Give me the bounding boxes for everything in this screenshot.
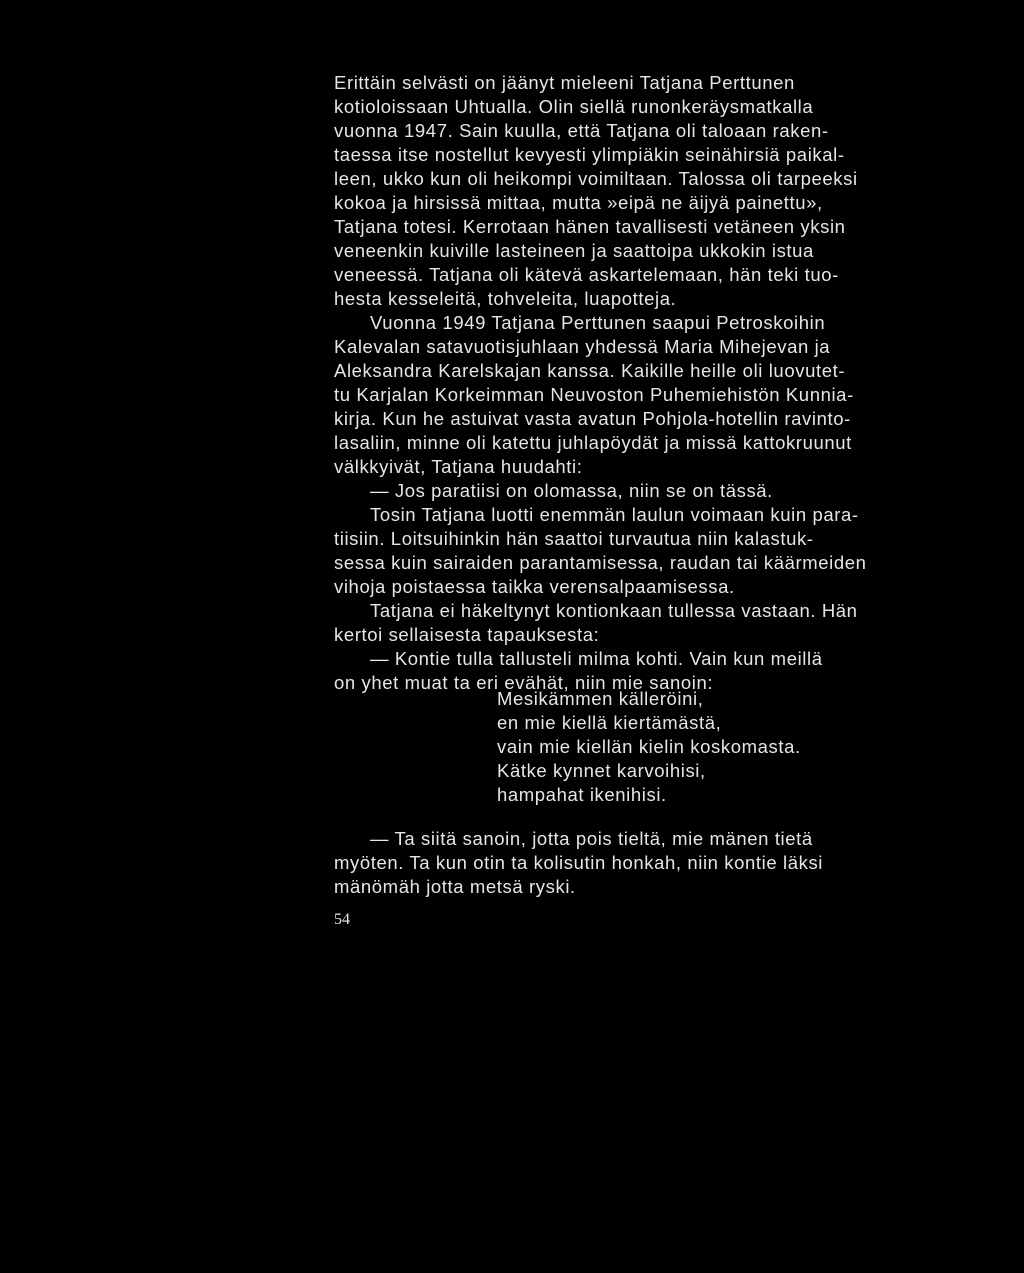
- text-line: Kalevalan satavuotisjuhlaan yhdessä Maria Mihejevan ja: [334, 336, 831, 357]
- text-line: Tatjana totesi. Kerrotaan hänen tavallisesti vetäneen yksin: [334, 216, 846, 237]
- text-line: Erittäin selvästi on jäänyt mieleeni Tatjana Perttunen: [334, 72, 795, 93]
- text-line: vuonna 1947. Sain kuulla, että Tatjana oli taloaan raken-: [334, 120, 829, 141]
- text-line: kokoa ja hirsissä mittaa, mutta »eipä ne äijyä painettu»,: [334, 192, 823, 213]
- page-number: 54: [334, 911, 350, 928]
- text-line: on yhet muat ta eri evähät, niin mie sanoin:: [334, 672, 714, 693]
- text-line: vihoja poistaessa taikka verensalpaamisessa.: [334, 576, 735, 597]
- text-line: Aleksandra Karelskajan kanssa. Kaikille heille oli luovutet-: [334, 360, 846, 381]
- text-line: Vuonna 1949 Tatjana Perttunen saapui Petroskoihin: [370, 312, 826, 333]
- text-line: sessa kuin sairaiden parantamisessa, raudan tai käärmeiden: [334, 552, 867, 573]
- text-line: kirja. Kun he astuivat vasta avatun Pohjola-hotellin ravinto-: [334, 408, 851, 429]
- verse-line: Mesikämmen källeröini,: [497, 688, 704, 709]
- text-line: Tatjana ei häkeltynyt kontionkaan tullessa vastaan. Hän: [370, 600, 858, 621]
- text-line: taessa itse nostellut kevyesti ylimpiäkin seinähirsiä paikal-: [334, 144, 845, 165]
- verse-line: Kätke kynnet karvoihisi,: [497, 760, 706, 781]
- text-line: — Jos paratiisi on olomassa, niin se on tässä.: [370, 480, 773, 501]
- text-line: hesta kesseleitä, tohveleita, luapotteja.: [334, 288, 677, 309]
- text-line: veneessä. Tatjana oli kätevä askartelemaan, hän teki tuo-: [334, 264, 839, 285]
- text-line: mänömäh jotta metsä ryski.: [334, 876, 576, 897]
- text-line: kotioloissaan Uhtualla. Olin siellä runonkeräysmatkalla: [334, 96, 814, 117]
- text-line: lasaliin, minne oli katettu juhlapöydät ja missä kattokruunut: [334, 432, 852, 453]
- text-line: — Kontie tulla tallusteli milma kohti. Vain kun meillä: [370, 648, 823, 669]
- text-line: Tosin Tatjana luotti enemmän laulun voimaan kuin para-: [370, 504, 859, 525]
- text-line: myöten. Ta kun otin ta kolisutin honkah, niin kontie läksi: [334, 852, 823, 873]
- verse-line: en mie kiellä kiertämästä,: [497, 712, 722, 733]
- text-line: kertoi sellaisesta tapauksesta:: [334, 624, 600, 645]
- text-line: tiisiin. Loitsuihinkin hän saattoi turvautua niin kalastuk-: [334, 528, 814, 549]
- text-line: leen, ukko kun oli heikompi voimiltaan. Talossa oli tarpeeksi: [334, 168, 858, 189]
- text-line: veneenkin kuiville lasteineen ja saattoipa ukkokin istua: [334, 240, 814, 261]
- text-line: tu Karjalan Korkeimman Neuvoston Puhemiehistön Kunnia-: [334, 384, 854, 405]
- verse-line: vain mie kiellän kielin koskomasta.: [497, 736, 801, 757]
- text-line: välkkyivät, Tatjana huudahti:: [334, 456, 583, 477]
- verse-line: hampahat ikenihisi.: [497, 784, 667, 805]
- text-line: — Ta siitä sanoin, jotta pois tieltä, mie mänen tietä: [370, 828, 813, 849]
